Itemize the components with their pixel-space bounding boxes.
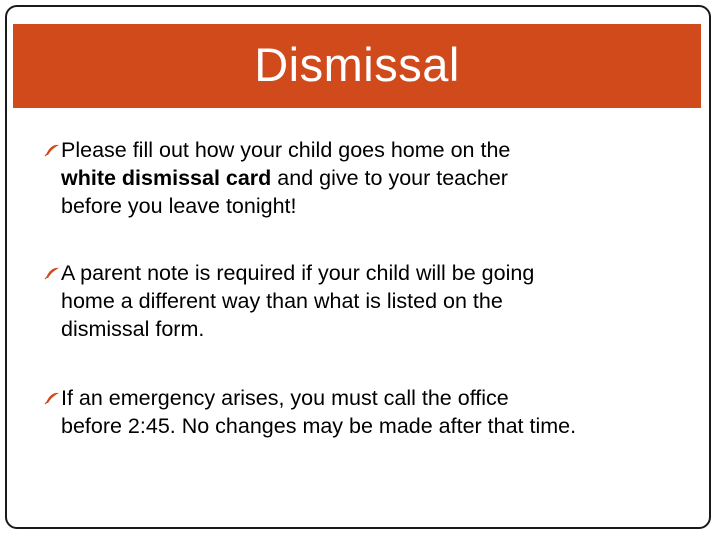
bullet-line: Please fill out how your child goes home on the: [61, 138, 511, 162]
bullet-text: [44, 384, 704, 440]
slide-title: Dismissal: [254, 37, 460, 91]
bullet-line: dismissal form.: [61, 317, 205, 341]
bullet-text: [44, 259, 704, 343]
feather-bullet-icon: [44, 137, 60, 163]
bold-phrase: white dismissal card: [61, 166, 272, 190]
bullet-line: If an emergency arises, you must call the office: [61, 386, 509, 410]
title-band: [13, 24, 701, 108]
feather-bullet-icon: [44, 260, 60, 286]
bullet-item-parent-note: [44, 259, 704, 343]
bullet-line: before 2:45. No changes may be made after that time.: [61, 414, 577, 438]
bullet-item-fill-out-card: [44, 136, 704, 220]
bullet-text: [44, 136, 704, 220]
bullet-line: [61, 164, 704, 192]
bullet-line: home a different way than what is listed on the: [61, 289, 503, 313]
bullet-line: A parent note is required if your child will be going: [61, 261, 535, 285]
bullet-line-rest: and give to your teacher: [271, 166, 508, 190]
bullet-line: before you leave tonight!: [61, 194, 297, 218]
bullet-item-emergency: [44, 384, 704, 440]
feather-bullet-icon: [44, 385, 60, 411]
